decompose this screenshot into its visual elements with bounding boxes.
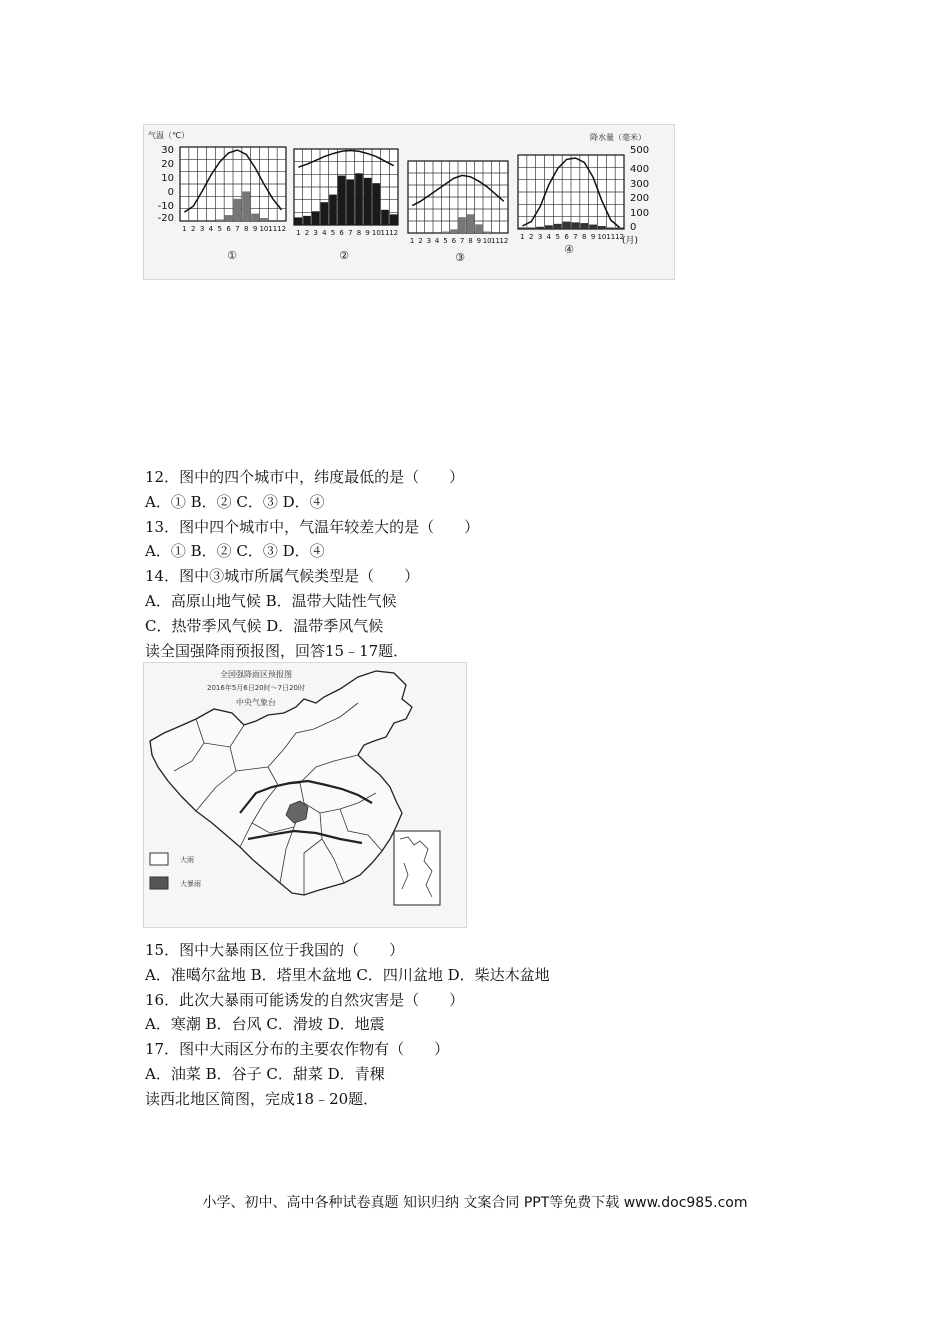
precip-tick: 300 [630, 179, 650, 190]
temp-tick: -20 [157, 213, 174, 224]
precipitation-bar [484, 232, 491, 233]
precipitation-bar [338, 176, 346, 225]
month-tick-label: 9 [252, 225, 258, 233]
month-tick-label: 5 [217, 225, 222, 233]
month-tick-label: 9 [590, 233, 596, 241]
answer-options: A．油菜 B．谷子 C．甜菜 D．青稞 [145, 1064, 385, 1083]
panel-label-3: ③ [455, 251, 465, 264]
precipitation-bar [364, 178, 372, 225]
page-footer: 小学、初中、高中各种试卷真题 知识归纳 文案合同 PPT等免费下载 www.doc985.com [202, 1195, 748, 1211]
map-title: 全国强降雨区预报图 [220, 670, 292, 679]
precipitation-bar [459, 217, 466, 233]
month-tick-label: 6 [339, 229, 344, 237]
precipitation-bar [225, 215, 233, 221]
legend-swatch-heavy-rain [150, 853, 168, 865]
precipitation-bar [572, 222, 580, 229]
answer-options: A．高原山地气候 B．温带大陆性气候 [145, 591, 397, 610]
precip-tick: 400 [630, 164, 650, 175]
month-tick-label: 6 [226, 225, 231, 233]
temp-tick: 30 [161, 145, 174, 156]
precipitation-bar [442, 232, 449, 233]
month-tick-label: 6 [564, 233, 569, 241]
precipitation-bar [607, 228, 615, 229]
month-tick-label: 8 [244, 225, 249, 233]
map-source: 中央气象台 [236, 698, 276, 707]
question-line: 14．图中③城市所属气候类型是（ ） [145, 567, 420, 586]
month-tick-label: 8 [356, 229, 362, 237]
precipitation-bar [554, 224, 562, 229]
temp-tick: -10 [157, 201, 174, 212]
question-line: 13．图中四个城市中，气温年较差大的是（ ） [145, 517, 480, 536]
climate-charts-figure [143, 124, 675, 280]
month-tick-label: 7 [573, 233, 578, 241]
temp-tick: 20 [161, 159, 174, 170]
instruction-line: 读西北地区简图，完成18﹣20题． [145, 1089, 379, 1108]
precipitation-bar [242, 191, 250, 221]
month-tick-label: 10 [259, 225, 269, 233]
month-tick-label: 11 [491, 237, 500, 245]
month-tick-label: 4 [208, 225, 214, 233]
precipitation-bar [450, 229, 457, 233]
month-tick-label: 11 [606, 233, 616, 241]
precipitation-bar [260, 218, 268, 221]
answer-options: A．准噶尔盆地 B．塔里木盆地 C．四川盆地 D．柴达木盆地 [145, 965, 550, 984]
month-tick-label: 10 [597, 233, 607, 241]
month-tick-label: 4 [546, 233, 552, 241]
precipitation-bar [598, 226, 606, 229]
precipitation-bar [536, 227, 544, 229]
question-line: 16．此次大暴雨可能诱发的自然灾害是（ ） [145, 990, 465, 1009]
month-tick-label: 7 [235, 225, 240, 233]
precipitation-bar [251, 214, 259, 221]
legend-swatch-rainstorm [150, 877, 168, 889]
precipitation-bar [329, 195, 337, 225]
month-tick-label: 1 [182, 225, 187, 233]
temp-tick: 0 [167, 187, 174, 198]
month-tick-label: 10 [482, 237, 492, 245]
precipitation-bar [234, 199, 242, 221]
precipitation-bar [589, 225, 597, 229]
precipitation-bar [519, 228, 527, 229]
month-tick-label: 2 [418, 237, 423, 245]
precipitation-bar [390, 214, 398, 225]
precipitation-bar [527, 228, 535, 229]
panel-label-2: ② [339, 249, 349, 262]
answer-options: A．寒潮 B．台风 C．滑坡 D．地震 [145, 1015, 385, 1034]
precipitation-bar [347, 179, 355, 225]
precipitation-bar [616, 228, 624, 229]
month-tick-label: 4 [322, 229, 327, 237]
precipitation-bar [545, 225, 553, 229]
questions-block-2 [145, 938, 550, 1112]
rainfall-forecast-map [143, 662, 467, 928]
precip-axis-label: 降水量（毫米） [590, 133, 646, 142]
answer-options: C．热带季风气候 D．温带季风气候 [145, 616, 384, 635]
month-tick-label: 3 [537, 233, 543, 241]
precipitation-bar [373, 183, 381, 225]
precip-tick: 0 [630, 222, 637, 233]
question-line: 12．图中的四个城市中，纬度最低的是（ ） [145, 468, 465, 486]
month-tick-label: 12 [499, 237, 509, 245]
precipitation-bar [381, 210, 389, 225]
month-tick-label: 1 [409, 237, 415, 245]
month-tick-label: 8 [468, 237, 473, 245]
precipitation-bar [580, 223, 588, 229]
climate-charts-svg [144, 125, 674, 279]
month-tick-label: 2 [529, 233, 534, 241]
month-tick-label: 5 [330, 229, 336, 237]
month-tick-label: 1 [296, 229, 301, 237]
precipitation-bar [216, 220, 224, 221]
answer-options: A．① B．② C．③ D．④ [145, 542, 325, 561]
month-tick-label: 6 [451, 237, 457, 245]
panel-label-4: ④ [564, 243, 574, 256]
temp-axis-label: 气温（℃） [148, 131, 189, 140]
precip-tick: 200 [630, 193, 650, 204]
month-tick-label: 12 [389, 229, 399, 237]
precipitation-bar [312, 211, 320, 225]
panel-label-1: ① [227, 249, 237, 262]
legend-label-rainstorm: 大暴雨 [180, 880, 201, 888]
month-tick-label: 3 [199, 225, 205, 233]
precipitation-bar [467, 214, 474, 233]
month-tick-label: 11 [380, 229, 390, 237]
precipitation-bar [303, 216, 311, 225]
map-svg [144, 663, 466, 927]
month-tick-label: 11 [268, 225, 278, 233]
month-tick-label: 4 [434, 237, 440, 245]
precipitation-bar [475, 224, 482, 233]
precipitation-bar [355, 173, 363, 225]
month-tick-label: 12 [615, 233, 625, 241]
month-unit: (月) [622, 236, 639, 246]
precip-tick: 100 [630, 208, 650, 219]
climate-chart-panels [180, 147, 624, 245]
month-tick-label: 7 [348, 229, 353, 237]
month-tick-label: 3 [426, 237, 432, 245]
precipitation-bar [295, 217, 303, 225]
month-tick-label: 3 [313, 229, 318, 237]
month-tick-label: 9 [476, 237, 482, 245]
temp-tick: 10 [161, 173, 174, 184]
south-china-sea-inset [394, 831, 440, 905]
question-line: 17．图中大雨区分布的主要农作物有（ ） [145, 1040, 450, 1059]
legend-label-heavy-rain: 大雨 [180, 856, 194, 864]
precip-tick: 500 [630, 145, 650, 156]
instruction-line: 读全国强降雨预报图，回答15﹣17题． [145, 641, 409, 660]
month-tick-label: 5 [555, 233, 560, 241]
question-line: 15．图中大暴雨区位于我国的（ ） [145, 941, 405, 959]
month-tick-label: 7 [459, 237, 465, 245]
month-tick-label: 2 [191, 225, 196, 233]
month-tick-label: 10 [371, 229, 381, 237]
month-tick-label: 9 [365, 229, 370, 237]
precipitation-bar [563, 222, 571, 229]
month-tick-label: 5 [443, 237, 448, 245]
month-tick-label: 8 [582, 233, 587, 241]
month-tick-label: 12 [277, 225, 287, 233]
month-tick-label: 1 [520, 233, 525, 241]
month-tick-label: 2 [304, 229, 310, 237]
map-date: 2016年5月6日20时～7日20时 [207, 684, 305, 692]
answer-options: A．① B．② C．③ D．④ [145, 492, 325, 511]
questions-block-1 [145, 465, 479, 663]
precipitation-bar [321, 202, 329, 225]
